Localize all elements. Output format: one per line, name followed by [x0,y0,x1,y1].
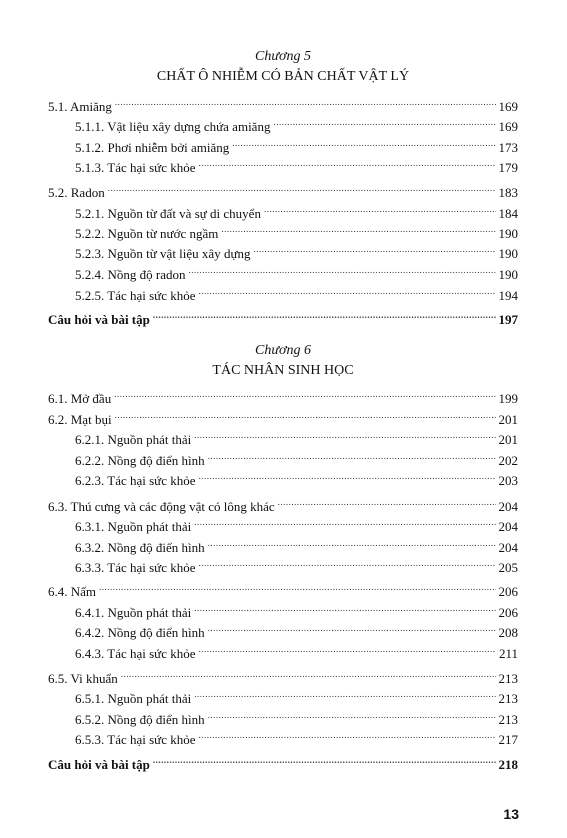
toc-entry [75,516,518,534]
dot-leader [153,309,496,324]
toc-entry [48,309,518,327]
toc-entry [48,182,518,200]
dot-leader [115,96,496,111]
dot-leader [153,754,496,769]
toc-entry-page: 199 [498,391,518,406]
dot-leader [194,688,495,703]
toc-entry-label: 5.2.1. Nguồn từ đất và sự di chuyển [75,206,261,221]
dot-leader [108,182,496,197]
toc-entry-label: Câu hỏi và bài tập [48,757,150,772]
chapter-5-heading [48,49,518,85]
dot-leader [194,602,495,617]
toc-entry-label: 6.3.3. Tác hại sức khỏe [75,560,196,575]
toc-entry [75,688,518,706]
toc-entry-page: 208 [498,625,518,640]
toc-entry-page: 205 [498,560,518,575]
toc-entry-page: 204 [498,540,518,555]
toc-entry-page: 190 [498,226,518,241]
toc-entry-page: 218 [498,757,518,772]
toc-entry-label: Câu hỏi và bài tập [48,312,150,327]
dot-leader [199,470,496,485]
dot-leader [208,622,496,637]
toc-entry-label: 5.1.1. Vật liệu xây dựng chứa amiăng [75,119,271,134]
toc-entry-page: 169 [498,119,518,134]
toc-entry-label: 5.2.3. Nguồn từ vật liệu xây dựng [75,246,251,261]
toc-entry-page: 204 [498,499,518,514]
dot-leader [208,537,496,552]
toc-entry [75,729,518,747]
dot-leader [208,709,496,724]
toc-entry-label: 6.4.1. Nguồn phát thải [75,605,192,620]
dot-leader [194,429,495,444]
toc-entry-label: 5.2.2. Nguồn từ nước ngầm [75,226,219,241]
toc-entry-label: 6.3.1. Nguồn phát thải [75,519,192,534]
dot-leader [254,243,496,258]
toc-entry-label: 6.2.1. Nguồn phát thải [75,432,192,447]
chapter-number: Chương 6 [255,343,311,358]
chapter-6-heading [48,343,518,379]
toc-entry-page: 213 [498,691,518,706]
toc-entry-page: 184 [498,206,518,221]
dot-leader [99,581,495,596]
toc-entry-page: 206 [498,605,518,620]
toc-entry-label: 6.5.3. Tác hại sức khỏe [75,732,196,747]
dot-leader [199,557,496,572]
toc-entry-label: 6.2.2. Nồng độ điển hình [75,453,205,468]
toc-entry-label: 6.5. Vi khuẩn [48,671,118,686]
toc-entry-label: 6.2.3. Tác hại sức khỏe [75,473,196,488]
toc-entry-page: 217 [498,732,518,747]
toc-entry [75,470,518,488]
toc-entry-page: 213 [498,671,518,686]
toc-entry [75,243,518,261]
dot-leader [273,116,495,131]
toc-entry-page: 197 [498,312,518,327]
toc-entry [75,264,518,282]
toc-entry-page: 204 [498,519,518,534]
toc-entry [75,116,518,134]
chapter-title: TÁC NHÂN SINH HỌC [212,363,354,378]
toc-entry [48,668,518,686]
toc-entry-page: 183 [498,185,518,200]
toc-entry [75,643,518,661]
toc-entry-label: 6.1. Mở đầu [48,391,112,406]
toc-entry-page: 213 [498,712,518,727]
toc-entry [48,388,518,406]
dot-leader [199,643,496,658]
chapter-number: Chương 5 [255,49,311,64]
toc-entry-page: 201 [498,432,518,447]
toc-entry-label: 6.4.3. Tác hại sức khỏe [75,646,196,661]
toc-entry-page: 169 [498,99,518,114]
toc-entry [48,496,518,514]
toc-entry [75,223,518,241]
dot-leader [199,729,496,744]
dot-leader [199,285,496,300]
toc-entry [75,602,518,620]
dot-leader [114,388,495,403]
toc-entry [75,429,518,447]
toc-entry-label: 6.4. Nấm [48,584,97,599]
toc-entry [75,537,518,555]
dot-leader [278,496,496,511]
dot-leader [264,203,496,218]
toc-entry [75,709,518,727]
toc-entry [75,137,518,155]
toc-entry [48,96,518,114]
toc-entry-label: 6.5.2. Nồng độ điển hình [75,712,205,727]
toc-entry-page: 194 [498,288,518,303]
toc-entry-label: 5.2.5. Tác hại sức khỏe [75,288,196,303]
toc-entry [75,450,518,468]
dot-leader [115,409,496,424]
dot-leader [199,157,496,172]
toc-entry-page: 211 [498,646,518,661]
toc-entry-page: 173 [498,140,518,155]
chapter-title: CHẤT Ô NHIỄM CÓ BẢN CHẤT VẬT LÝ [156,69,410,84]
toc-entry-page: 202 [498,453,518,468]
toc-entry [48,409,518,427]
toc-entry-page: 201 [498,412,518,427]
toc-entry-label: 6.3. Thú cưng và các động vật có lông khác [48,499,275,514]
toc-entry [75,203,518,221]
toc-entry-label: 5.2.4. Nồng độ radon [75,267,186,282]
toc-entry-page: 190 [498,267,518,282]
dot-leader [232,137,495,152]
page-number: 13 [503,806,519,822]
toc-entry-page: 179 [498,160,518,175]
dot-leader [221,223,495,238]
toc-entry-page: 190 [498,246,518,261]
toc-entry [48,581,518,599]
toc-entry-label: 6.3.2. Nồng độ điển hình [75,540,205,555]
dot-leader [121,668,496,683]
toc-entry-label: 5.2. Radon [48,185,105,200]
toc-entry-page: 203 [498,473,518,488]
toc-entry-label: 6.2. Mạt bụi [48,412,112,427]
toc-entry [75,622,518,640]
dot-leader [194,516,495,531]
toc-entry [48,754,518,772]
dot-leader [189,264,496,279]
toc-entry [75,157,518,175]
toc-entry-label: 5.1. Amiăng [48,99,112,114]
toc-entry [75,557,518,575]
toc-entry [75,285,518,303]
toc-entry-label: 5.1.2. Phơi nhiễm bởi amiăng [75,140,230,155]
toc-entry-label: 6.4.2. Nồng độ điển hình [75,625,205,640]
toc-entry-page: 206 [498,584,518,599]
dot-leader [208,450,496,465]
toc-entry-label: 5.1.3. Tác hại sức khỏe [75,160,196,175]
toc-entry-label: 6.5.1. Nguồn phát thải [75,691,192,706]
